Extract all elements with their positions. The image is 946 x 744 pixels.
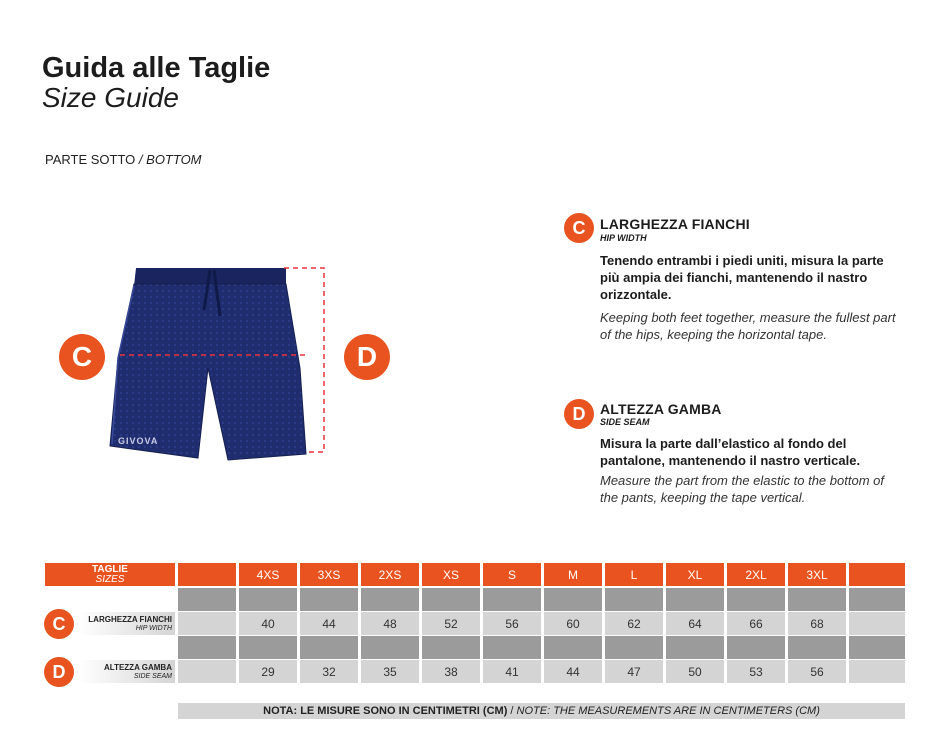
shorts-body [110, 284, 306, 460]
side-seam-cell: 35 [361, 660, 419, 683]
note-sep: / [507, 705, 517, 717]
section-label-en: / BOTTOM [138, 152, 202, 167]
table-row-label-c-sub: HIP WIDTH [135, 625, 172, 632]
table-spacer [178, 660, 236, 683]
measurement-c-desc-it: Tenendo entrambi i piedi uniti, misura la parte più ampia dei fianchi, mantenendo il nastro orizzontale. [600, 253, 884, 302]
table-header-sizes: SIZES [95, 573, 125, 585]
table-spacer [239, 588, 297, 611]
hip-width-cell: 66 [727, 612, 785, 635]
table-row-label-d-title: ALTEZZA GAMBA [104, 663, 172, 672]
side-seam-cell: 41 [483, 660, 541, 683]
hip-width-cell: 64 [666, 612, 724, 635]
table-spacer [849, 636, 905, 659]
table-spacer [361, 636, 419, 659]
hip-width-cell: 60 [544, 612, 602, 635]
side-seam-cell: 29 [239, 660, 297, 683]
side-seam-cell: 38 [422, 660, 480, 683]
table-spacer [300, 588, 358, 611]
table-spacer [666, 588, 724, 611]
table-spacer [727, 636, 785, 659]
side-seam-cell: 44 [544, 660, 602, 683]
table-spacer [483, 588, 541, 611]
badge-c-illustration: C [59, 334, 105, 380]
measurement-d-subtitle: SIDE SEAM [600, 417, 650, 427]
table-header-blank [178, 563, 236, 586]
table-spacer [544, 588, 602, 611]
measurement-d-desc-en: Measure the part from the elastic to the bottom of the pants, keeping the tape vertical. [600, 473, 884, 505]
hip-width-cell: 44 [300, 612, 358, 635]
side-seam-cell: 56 [788, 660, 846, 683]
side-seam-cell: 53 [727, 660, 785, 683]
table-spacer [666, 636, 724, 659]
side-seam-cell: 47 [605, 660, 663, 683]
hip-width-cell: 62 [605, 612, 663, 635]
size-header-cell: M [544, 563, 602, 586]
table-row-label-c [78, 612, 175, 635]
badge-c: C [564, 213, 594, 243]
table-note [178, 703, 905, 719]
size-header-cell: S [483, 563, 541, 586]
section-label [45, 152, 202, 167]
table-row-label-d [78, 660, 175, 683]
size-header-cell: 4XS [239, 563, 297, 586]
measurement-c-subtitle: HIP WIDTH [600, 233, 647, 243]
measurement-c-desc-en: Keeping both feet together, measure the fullest part of the hips, keeping the horizontal tape. [600, 310, 896, 342]
hip-width-cell: 52 [422, 612, 480, 635]
table-spacer [788, 588, 846, 611]
table-spacer [239, 636, 297, 659]
table-spacer [422, 636, 480, 659]
size-header-cell: 3XL [788, 563, 846, 586]
table-spacer [300, 636, 358, 659]
badge-d-illustration: D [344, 334, 390, 380]
hip-width-cell: 56 [483, 612, 541, 635]
table-spacer [178, 612, 236, 635]
table-badge-c: C [44, 609, 74, 639]
table-spacer [605, 588, 663, 611]
table-header-blank-end [849, 563, 905, 586]
table-spacer [849, 588, 905, 611]
table-spacer [544, 636, 602, 659]
page-subtitle: Size Guide [42, 82, 179, 113]
measurement-d-title: ALTEZZA GAMBA [600, 401, 722, 417]
note-en: NOTE: THE MEASUREMENTS ARE IN CENTIMETERS (CM) [516, 705, 820, 717]
size-header-cell: 2XS [361, 563, 419, 586]
hip-width-cell: 48 [361, 612, 419, 635]
hip-width-cell: 68 [788, 612, 846, 635]
table-spacer [788, 636, 846, 659]
table-spacer [178, 588, 236, 611]
brand-logo: GIVOVA [118, 436, 159, 446]
size-header-cell: XS [422, 563, 480, 586]
size-header-cell: L [605, 563, 663, 586]
table-header-label [45, 563, 175, 586]
table-row-label-c-title: LARGHEZZA FIANCHI [88, 615, 172, 624]
size-header-cell: 3XS [300, 563, 358, 586]
shorts-illustration [100, 258, 340, 468]
table-badge-d: D [44, 657, 74, 687]
measurement-d-desc-it: Misura la parte dall’elastico al fondo del pantalone, mantenendo il nastro verticale. [600, 436, 861, 468]
table-spacer [178, 636, 236, 659]
size-header-cell: XL [666, 563, 724, 586]
badge-d: D [564, 399, 594, 429]
table-spacer [849, 660, 905, 683]
side-seam-cell: 50 [666, 660, 724, 683]
page-title: Guida alle Taglie [42, 52, 271, 84]
table-spacer [422, 588, 480, 611]
side-seam-cell: 32 [300, 660, 358, 683]
table-spacer [483, 636, 541, 659]
table-spacer [605, 636, 663, 659]
measurement-c-title: LARGHEZZA FIANCHI [600, 216, 750, 232]
table-spacer [361, 588, 419, 611]
hip-width-cell: 40 [239, 612, 297, 635]
table-header-taglie: TAGLIE [92, 563, 128, 575]
section-label-it: PARTE SOTTO [45, 152, 136, 167]
table-spacer [849, 612, 905, 635]
note-it: NOTA: LE MISURE SONO IN CENTIMETRI (CM) [263, 705, 508, 717]
table-row-label-d-sub: SIDE SEAM [133, 673, 172, 680]
size-header-cell: 2XL [727, 563, 785, 586]
table-spacer [727, 588, 785, 611]
